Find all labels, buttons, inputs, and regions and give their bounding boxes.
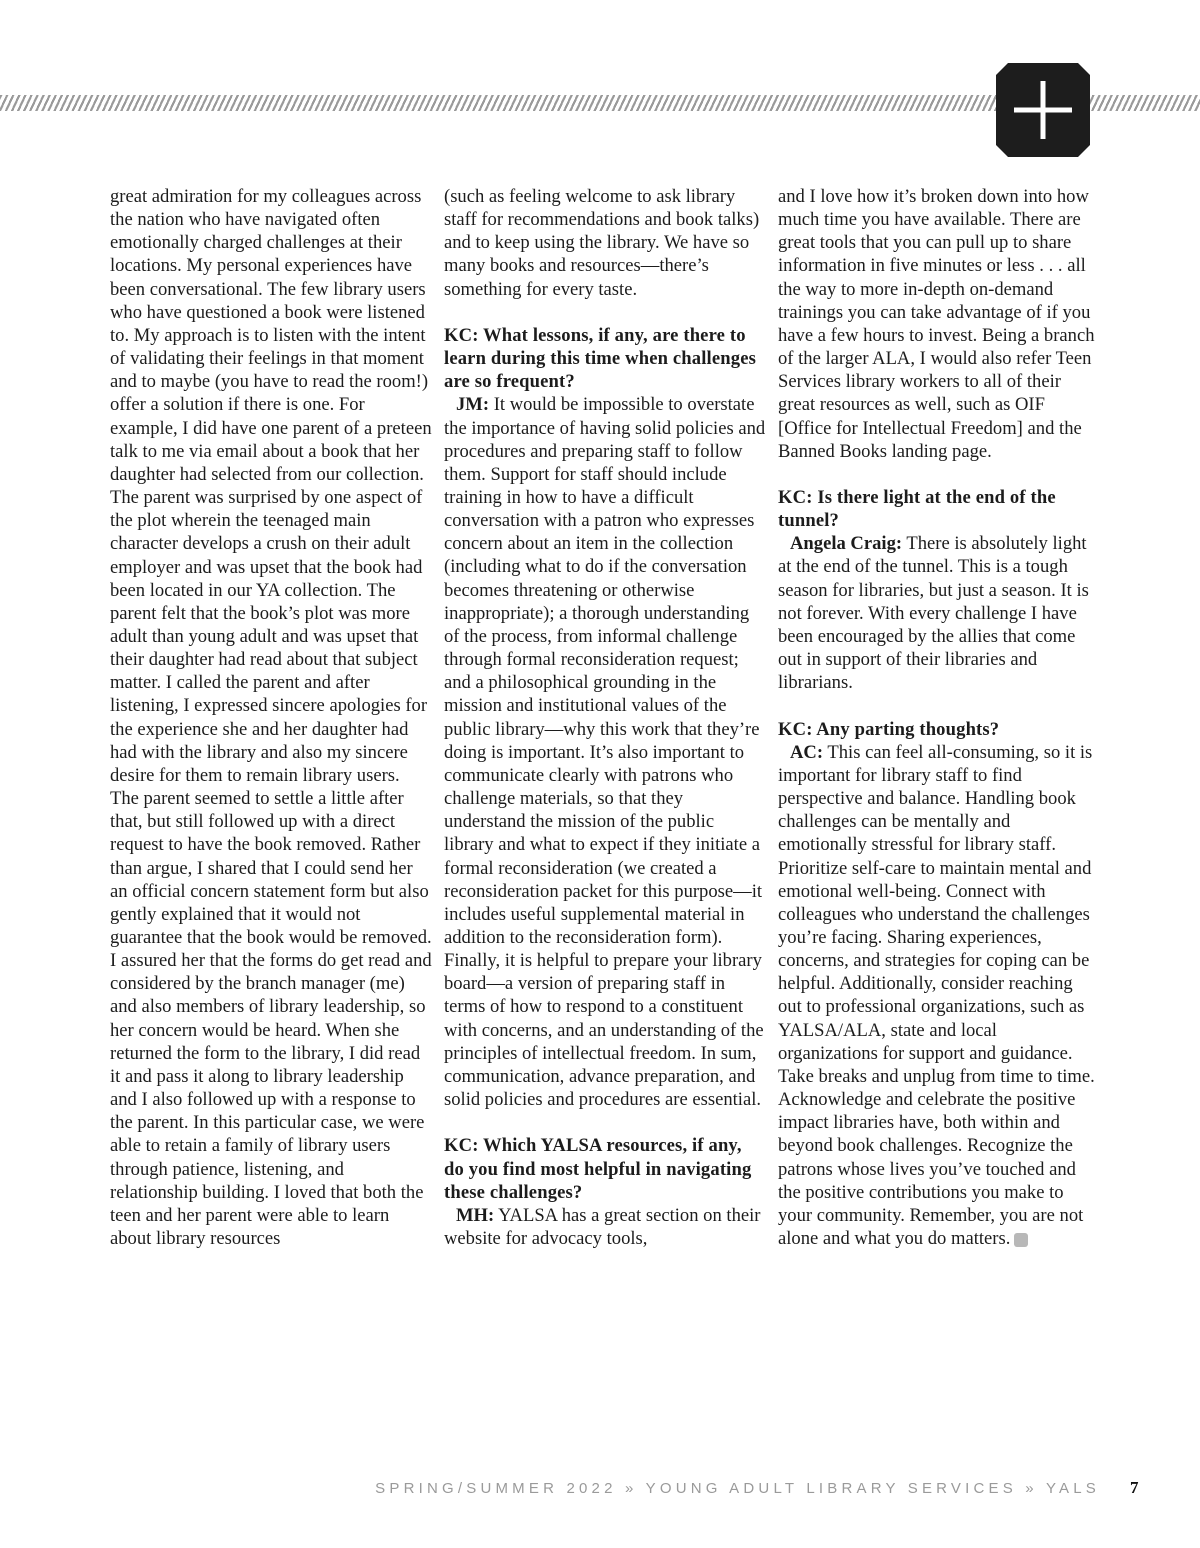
interview-question: KC: What lessons, if any, are there to learn during this time when challenges are so frequent? (444, 324, 756, 393)
speaker-label: Angela Craig: (790, 533, 903, 555)
body-paragraph: great admiration for my colleagues across the nation who have navigated often emotionally charged challenges at their locations. My personal experiences have been conversational. The few library users who have questioned a book were listened to. My approach is to listen with the intent of validating their feelings in that moment and to maybe (you have to read the room!) offer a solution if there is one. For example, I did have one parent of a preteen talk to me via email about a book that her daughter had selected from our collection. The parent was surprised by one aspect of the plot wherein the teenaged main character develops a crush on their adult employer and was upset that the book had been located in our YA collection. The parent felt that the book’s plot was more adult than young adult and was upset that their daughter had read about that subject matter. I called the parent and after listening, I expressed sincere apologies for the experience she and her daughter had had with the library and also my sincere desire for them to remain library users. The parent seemed to settle a little after that, but still followed up with a direct request to have the book removed. Rather than argue, I shared that I could send her an official concern statement form but also gently explained that it would not guarantee that the book would be removed. I assured her that the forms do get read and considered by the branch manager (me) and also members of library leadership, so her concern would be heard. When she returned the form to the library, I did read it and pass it along to library leadership and I also followed up with a response to the parent. In this particular case, we were able to retain a family of library users through patience, listening, and relationship building. I loved that both the teen and her parent were able to learn about library resources (110, 186, 432, 1250)
article-column-3 (778, 185, 1100, 1250)
interview-answer (444, 1204, 766, 1250)
plus-icon (996, 63, 1090, 157)
body-paragraph: (such as feeling welcome to ask library staff for recommendations and book talks) and to keep using the library. We have so many books and resources—there’s something for every taste. (444, 186, 760, 300)
running-footer: SPRING/SUMMER 2022 » YOUNG ADULT LIBRARY SERVICES » YALS (375, 1480, 1100, 1497)
interview-answer (778, 741, 1100, 1250)
interview-answer (444, 393, 766, 1111)
interview-question: KC: Which YALSA resources, if any, do you find most helpful in navigating these challenges? (444, 1135, 752, 1203)
speaker-label: JM: (456, 394, 490, 416)
speaker-label: AC: (790, 741, 824, 763)
article-column-1 (110, 185, 432, 1250)
answer-text: There is absolutely light at the end of the tunnel. This is a tough season for libraries, but just a season. It is not forever. With every challenge I have been encouraged by the allies that come out in support of their libraries and librarians. (778, 533, 1089, 694)
page-number: 7 (1130, 1478, 1139, 1497)
interview-question: KC: Is there light at the end of the tunnel? (778, 487, 1056, 532)
answer-text: It would be impossible to overstate the importance of having solid policies and procedures and preparing staff to follow them. Support for staff should include training in how to have a difficult conversation with a patron who expresses concern about an item in the collection (including what to do if the conversation becomes threatening or otherwise inappropriate); a thorough understanding of the process, from informal challenge through formal reconsideration request; and a philosophical grounding in the mission and institutional values of the public library—why this work that they’re doing is important. It’s also important to communicate clearly with patrons who challenge materials, so that they understand the mission of the public library and what to expect if they initiate a formal reconsideration (we created a reconsideration packet for this purpose—it includes useful supplemental material in addition to the reconsideration form). Finally, it is helpful to prepare your library board—a version of preparing staff in terms of how to respond to a constituent with concerns, and an understanding of the principles of intellectual freedom. In sum, communication, advance preparation, and solid policies and procedures are essential. (444, 394, 766, 1111)
speaker-label: MH: (456, 1204, 495, 1226)
body-paragraph: and I love how it’s broken down into how much time you have available. There are great tools that you can pull up to share information in five minutes or less . . . all the way to more in-depth on-demand trainings you can take advantage of if you have a few hours to invest. Being a branch of the larger ALA, I would also refer Teen Services library workers to all of their great resources as well, such as OIF [Office for Intellectual Freedom] and the Banned Books landing page. (778, 186, 1095, 462)
interview-question: KC: Any parting thoughts? (778, 718, 1000, 740)
end-mark-icon (1014, 1233, 1028, 1247)
answer-text: YALSA has a great section on their website for advocacy tools, (444, 1204, 761, 1249)
article-column-2 (444, 185, 766, 1250)
interview-answer (778, 532, 1100, 694)
answer-text: This can feel all-consuming, so it is important for library staff to find perspective and balance. Handling book challenges can be mentally and emotionally stressful for library staff. Prioritize self-care to maintain mental and emotional well-being. Connect with colleagues who understand the challenges you’re facing. Sharing experiences, concerns, and strategies for coping can be helpful. Additionally, consider reaching out to professional organizations, such as YALSA/ALA, state and local organizations for support and guidance. Take breaks and unplug from time to time. Acknowledge and celebrate the positive impact libraries have, both within and beyond book challenges. Recognize the patrons whose lives you’ve touched and the positive contributions you make to your community. Remember, you are not alone and what you do matters. (778, 741, 1095, 1249)
